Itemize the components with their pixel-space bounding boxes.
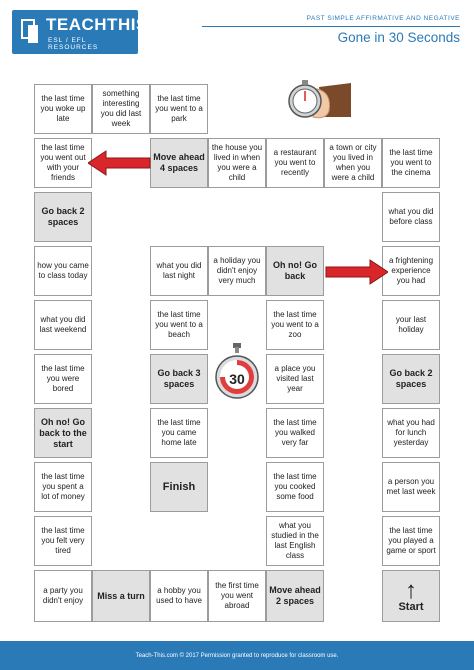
red-arrow-left-icon (88, 149, 154, 177)
board-square[interactable]: a holiday you didn't enjoy very much (208, 246, 266, 296)
board-square[interactable]: a party you didn't enjoy (34, 570, 92, 622)
board-square[interactable]: the last time you were bored (34, 354, 92, 404)
board-square[interactable]: a hobby you used to have (150, 570, 208, 622)
board-square[interactable]: a town or city you lived in when you were a child (324, 138, 382, 188)
board-square[interactable]: the last time you went to a zoo (266, 300, 324, 350)
board-square[interactable]: what you had for lunch yesterday (382, 408, 440, 458)
go-back-square[interactable]: Go back 2 spaces (34, 192, 92, 242)
go-back-to-start-square[interactable]: Oh no! Go back to the start (34, 408, 92, 458)
board-square[interactable]: the last time you went to a park (150, 84, 208, 134)
board-square[interactable]: the house you lived in when you were a child (208, 138, 266, 188)
board-square[interactable]: the last time you went out with your friends (34, 138, 92, 188)
board-square[interactable]: a frightening experience you had (382, 246, 440, 296)
board-square[interactable]: the last time you went to the cinema (382, 138, 440, 188)
header-divider (202, 26, 460, 27)
board-square[interactable]: what you did last night (150, 246, 208, 296)
board-square[interactable]: what you studied in the last English class (266, 516, 324, 566)
move-ahead-square[interactable]: Move ahead 2 spaces (266, 570, 324, 622)
board-square[interactable]: a place you visited last year (266, 354, 324, 404)
page-title: Gone in 30 Seconds (337, 30, 460, 45)
start-label: Start (398, 601, 424, 613)
board-square[interactable]: the last time you came home late (150, 408, 208, 458)
board-square[interactable]: your last holiday (382, 300, 440, 350)
board-square[interactable]: the last time you played a game or sport (382, 516, 440, 566)
board-square[interactable]: the last time you woke up late (34, 84, 92, 134)
red-arrow-right-icon (322, 258, 388, 286)
go-back-square[interactable]: Go back 2 spaces (382, 354, 440, 404)
teachthis-logo[interactable] (12, 10, 148, 54)
board-square[interactable]: a person you met last week (382, 462, 440, 512)
worksheet-topic: PAST SIMPLE AFFIRMATIVE AND NEGATIVE (306, 15, 460, 22)
hand-holding-stopwatch-icon (283, 77, 353, 123)
go-back-square[interactable]: Go back 3 spaces (150, 354, 208, 404)
board-square[interactable]: the last time you went to a beach (150, 300, 208, 350)
logo-text: TEACHTHIS (46, 15, 148, 34)
header (0, 0, 474, 62)
miss-a-turn-square[interactable]: Miss a turn (92, 570, 150, 622)
board-square[interactable]: the first time you went abroad (208, 570, 266, 622)
board-square[interactable]: something interesting you did last week (92, 84, 150, 134)
board-square[interactable]: what you did last weekend (34, 300, 92, 350)
board-square[interactable]: what you did before class (382, 192, 440, 242)
go-back-square[interactable]: Oh no! Go back (266, 246, 324, 296)
copyright-text: Teach-This.com © 2017 Permission granted to reproduce for classroom use. (135, 652, 339, 659)
move-ahead-square[interactable]: Move ahead 4 spaces (150, 138, 208, 188)
up-arrow-icon: ↑ (405, 577, 417, 604)
board-square[interactable]: the last time you cooked some food (266, 462, 324, 512)
footer (0, 641, 474, 670)
timer-seconds: 30 (229, 371, 245, 387)
board-square[interactable]: the last time you felt very tired (34, 516, 92, 566)
board-square[interactable]: the last time you spent a lot of money (34, 462, 92, 512)
logo-subtext: ESL / EFL RESOURCES (48, 37, 99, 51)
board-square[interactable]: how you came to class today (34, 246, 92, 296)
teacher-icon (20, 17, 40, 45)
start-square[interactable] (382, 570, 440, 622)
board-square[interactable]: the last time you walked very far (266, 408, 324, 458)
finish-square[interactable]: Finish (150, 462, 208, 512)
board-square[interactable]: a restaurant you went to recently (266, 138, 324, 188)
